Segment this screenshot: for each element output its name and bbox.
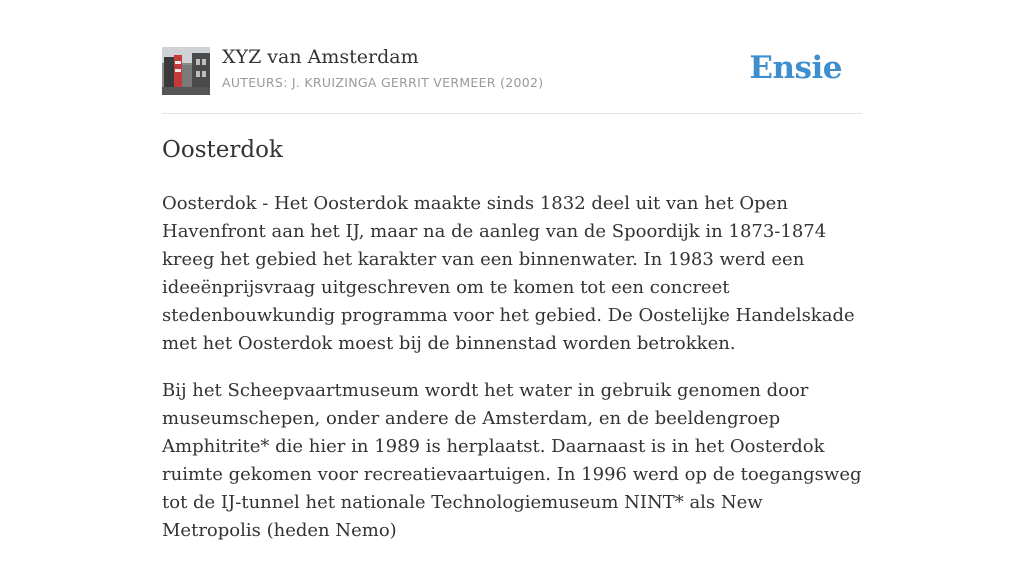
book-authors: AUTEURS: J. KRUIZINGA GERRIT VERMEER (2002) — [222, 75, 544, 90]
ensie-logo-link[interactable]: Ensie — [749, 50, 842, 86]
book-title[interactable]: XYZ van Amsterdam — [222, 46, 419, 68]
entry-paragraph: Bij het Scheepvaartmuseum wordt het water in gebruik genomen door museumschepen, onder andere de Amsterdam, en de beeldengroep Amphitrite* die hier in 1989 is herplaatst. Daarnaast is in het Oosterdok ruimte gekomen voor recreatievaartuigen. In 1996 werd op de toegangsweg tot de IJ-tunnel het nationale Technologiemuseum NINT* als New Metropolis (heden Nemo) — [162, 380, 862, 541]
header-divider — [162, 113, 862, 114]
entry-paragraph: Oosterdok - Het Oosterdok maakte sinds 1832 deel uit van het Open Havenfront aan het IJ, maar na de aanleg van de Spoordijk in 1873-1874 kreeg het gebied het karakter van een binnenwater. In 1983 werd een ideeënprijsvraag uitgeschreven om te komen tot een concreet stedenbouwkundig programma voor het gebied. De Oostelijke Handelskade met het Oosterdok moest bij de binnenstad worden betrokken. — [162, 193, 855, 354]
book-cover-icon — [162, 47, 210, 95]
book-cover-avatar[interactable] — [162, 47, 210, 95]
entry-title: Oosterdok — [162, 137, 283, 163]
entry-content — [162, 190, 866, 564]
book-header — [162, 46, 862, 96]
